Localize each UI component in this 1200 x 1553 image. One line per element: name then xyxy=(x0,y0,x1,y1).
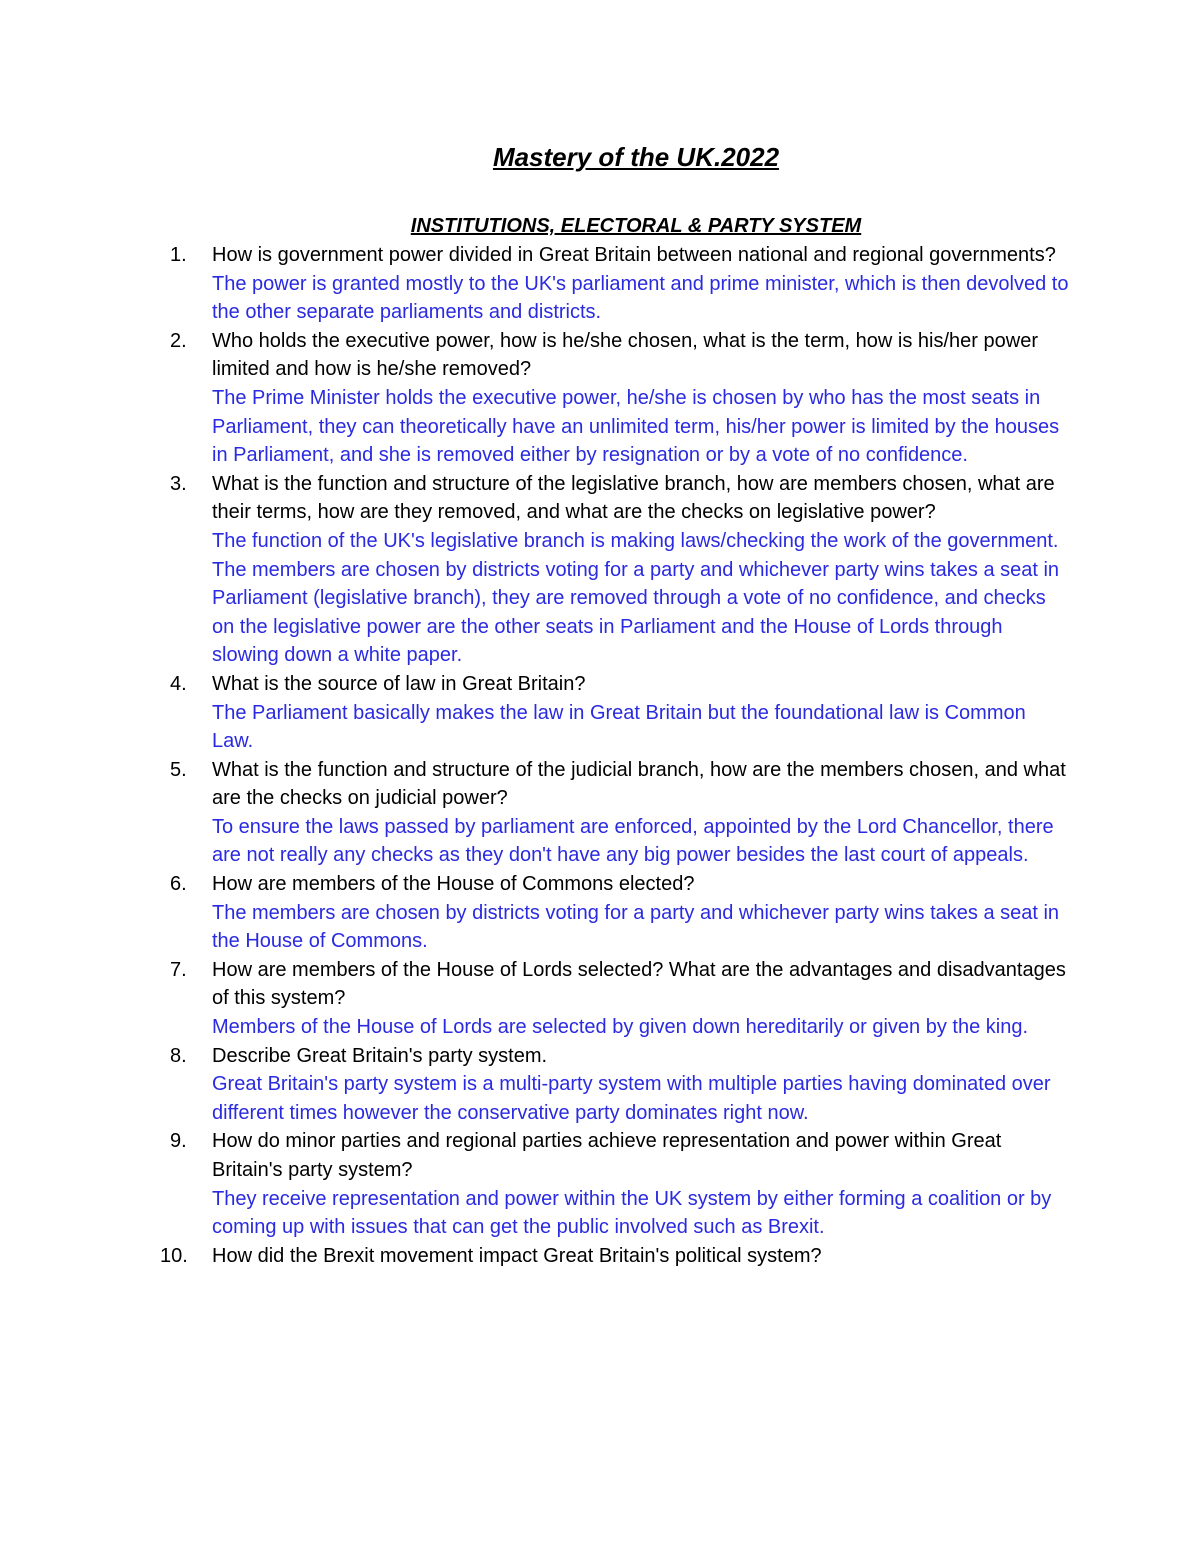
question-text: Who holds the executive power, how is he/she chosen, what is the term, how is his/her power limited and how is he/she removed? xyxy=(212,329,1038,381)
list-item xyxy=(0,670,1072,756)
item-number: 6. xyxy=(170,873,187,896)
question-text: How is government power divided in Great Britain between national and regional governments? xyxy=(212,244,1056,266)
answer-text: The members are chosen by districts voting for a party and whichever party wins takes a seat in the House of Commons. xyxy=(212,901,1060,953)
question-text: How are members of the House of Commons elected? xyxy=(212,873,695,896)
item-number: 9. xyxy=(170,1130,187,1153)
item-number: 4. xyxy=(170,672,187,695)
question-text: How are members of the House of Lords selected? What are the advantages and disadvantages of this system? xyxy=(212,958,1066,1010)
list-item xyxy=(0,756,1072,870)
answer-text: The function of the UK's legislative branch is making laws/checking the work of the government. The members are chosen by districts voting for a party and whichever party wins takes a seat in Parliament (legislative branch), they are removed through a vote of no confidence, and checks on the legislative power are the other seats in Parliament and the House of Lords through slowing down a white paper. xyxy=(212,529,1060,667)
list-item xyxy=(0,870,1072,956)
list-item xyxy=(0,470,1072,670)
list-item xyxy=(0,1242,1072,1271)
item-number: 5. xyxy=(170,758,187,781)
list-item xyxy=(0,1127,1072,1241)
item-number: 1. xyxy=(170,244,187,266)
list-item xyxy=(0,241,1072,327)
question-text: Describe Great Britain's party system. xyxy=(212,1044,548,1067)
question-text: What is the function and structure of the judicial branch, how are the members chosen, and what are the checks on judicial power? xyxy=(212,758,1066,810)
answer-text: They receive representation and power within the UK system by either forming a coalition or by coming up with issues that can get the public involved such as Brexit. xyxy=(212,1187,1052,1239)
answer-text: The Parliament basically makes the law in Great Britain but the foundational law is Common Law. xyxy=(212,701,1026,753)
answer-text: The Prime Minister holds the executive power, he/she is chosen by who has the most seats in Parliament, they can theoretically have an unlimited term, his/her power is limited by the houses in Parliament, and she is removed either by resignation or by a vote of no confidence. xyxy=(212,386,1060,467)
item-number: 7. xyxy=(170,958,187,981)
question-text: What is the source of law in Great Britain? xyxy=(212,672,586,695)
question-text: What is the function and structure of the legislative branch, how are members chosen, what are their terms, how are they removed, and what are the checks on legislative power? xyxy=(212,472,1055,524)
document-title: Mastery of the UK.2022 xyxy=(492,142,780,172)
item-number: 10. xyxy=(160,1244,188,1267)
answer-text: Members of the House of Lords are selected by given down hereditarily or given by the king. xyxy=(212,1016,1028,1039)
question-text: How did the Brexit movement impact Great Britain's political system? xyxy=(212,1244,822,1267)
list-item xyxy=(0,1042,1072,1128)
item-number: 8. xyxy=(170,1044,187,1067)
answer-text: The power is granted mostly to the UK's parliament and prime minister, which is then devolved to the other separate parliaments and districts. xyxy=(212,272,1069,324)
answer-text: Great Britain's party system is a multi-party system with multiple parties having dominated over different times however the conservative party dominates right now. xyxy=(212,1073,1051,1124)
list-item xyxy=(0,956,1072,1042)
item-number: 2. xyxy=(170,329,187,352)
question-list xyxy=(0,241,1200,1270)
section-heading: INSTITUTIONS, ELECTORAL & PARTY SYSTEM xyxy=(410,215,862,237)
question-text: How do minor parties and regional parties achieve representation and power within Great Britain's party system? xyxy=(212,1130,1002,1181)
list-item xyxy=(0,327,1072,470)
answer-text: To ensure the laws passed by parliament are enforced, appointed by the Lord Chancellor, there are not really any checks as they don't have any big power besides the last court of appeals. xyxy=(212,815,1054,867)
item-number: 3. xyxy=(170,472,187,495)
